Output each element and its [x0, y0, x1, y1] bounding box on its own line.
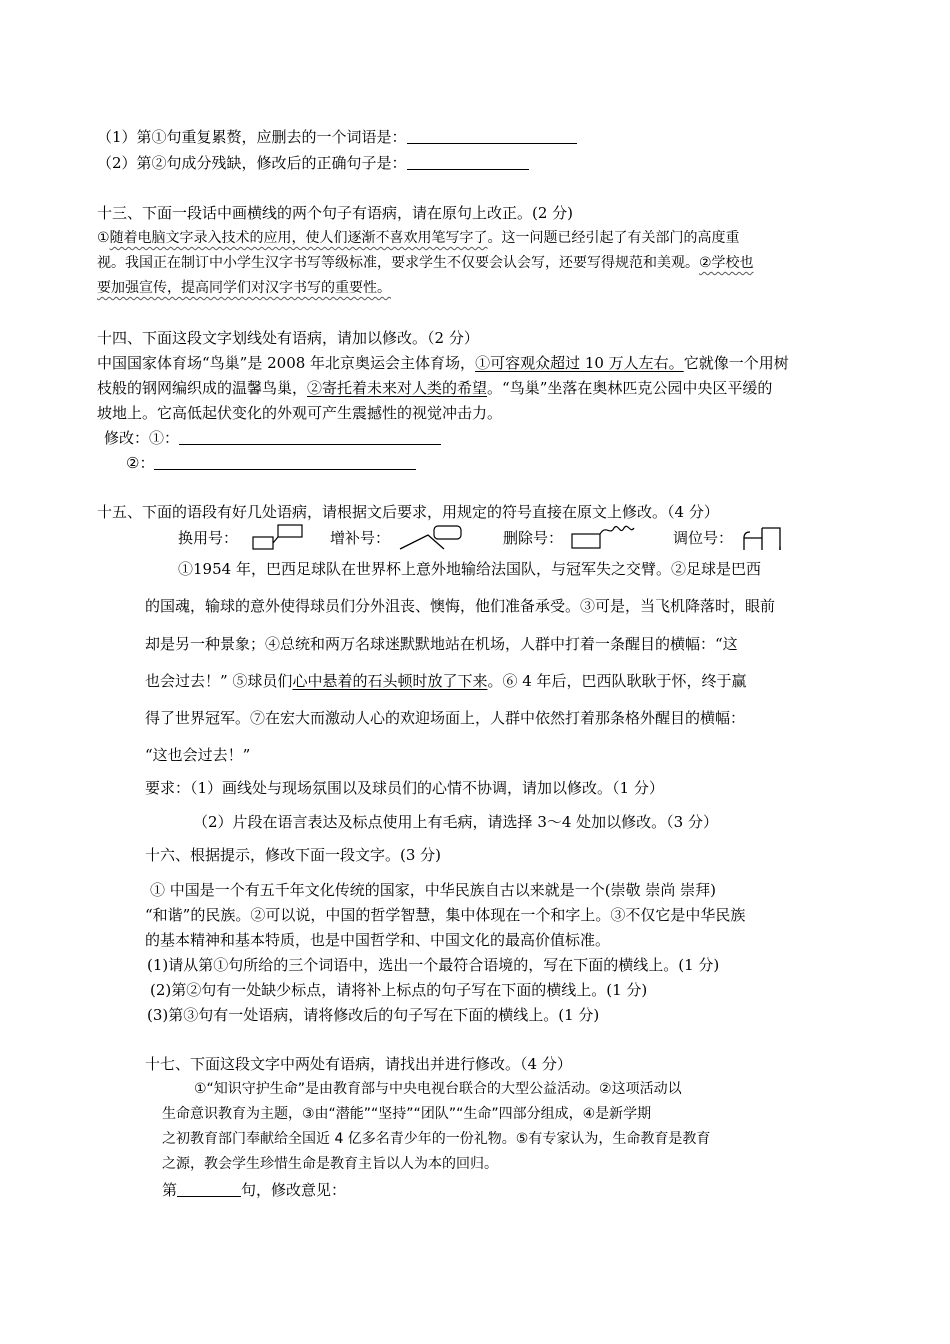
q17-line1: ①“知识守护生命”是由教育部与中央电视台联合的大型公益活动。②这项活动以: [194, 1081, 682, 1097]
answer-blank[interactable]: [177, 1180, 241, 1197]
q13-line3: [97, 278, 391, 298]
q15-title: 十五、下面的语段有好几处语病，请根据文后要求，用规定的符号直接在原文上修改。（4 分）: [97, 503, 719, 521]
transpose-mark-icon: [742, 524, 782, 552]
answer-blank[interactable]: [407, 153, 529, 170]
wavy-underlined-sentence: ②学校也: [699, 255, 754, 271]
q15-para-line6: “这也会过去！”: [145, 746, 251, 764]
delete-mark-icon: [570, 520, 636, 552]
answer-blank[interactable]: [179, 428, 441, 445]
q17-line4: 之源，教会学生珍惜生命是教育主旨以人为本的回归。: [162, 1156, 498, 1172]
symbol-label-insert: 增补号：: [330, 529, 391, 547]
q16-sub2: (2)第②句有一处缺少标点，请将补上标点的句子写在下面的横线上。(1 分): [150, 981, 648, 999]
q12-sub1: （1）第①句重复累赘，应删去的一个词语是：: [97, 127, 577, 147]
q14-fix1: 修改：①：: [104, 428, 441, 448]
q17-line3: 之初教育部门奉献给全国近 4 亿多名青少年的一份礼物。⑤有专家认为，生命教育是教育: [162, 1131, 711, 1147]
replace-mark-icon: [252, 522, 304, 552]
underlined-phrase: 心中悬着的石头顿时放了下来: [292, 672, 488, 690]
q16-line1: ① 中国是一个有五千年文化传统的国家，中华民族自古以来就是一个(崇敬 崇尚 崇拜): [150, 881, 717, 899]
q15-requirement2: （2）片段在语言表达及标点使用上有毛病，请选择 3～4 处加以修改。（3 分）: [193, 813, 718, 831]
symbol-label-transpose: 调位号：: [673, 529, 734, 547]
underlined-phrase: ②寄托着未来对人类的希望: [307, 379, 488, 397]
q13-line2: 视。我国正在制订中小学生汉字书写等级标准，要求学生不仅要会认会写，还要写得规范和美观。②学校也: [97, 255, 754, 271]
q12-sub2: （2）第②句成分残缺，修改后的正确句子是：: [97, 153, 529, 173]
q15-para-line3: 却是另一种景象；④总统和两万名球迷默默地站在机场，人群中打着一条醒目的横幅：“这: [145, 635, 738, 653]
symbol-label-replace: 换用号：: [178, 529, 239, 547]
q13-line1: ①随着电脑文字录入技术的应用，使人们逐渐不喜欢用笔写字了。这一问题已经引起了有关部门的高度重: [97, 230, 740, 246]
q14-line1: 中国国家体育场“鸟巢”是 2008 年北京奥运会主体育场，①可容观众超过 10 万人左右。它就像一个用树: [97, 354, 789, 372]
symbol-label-delete: 删除号：: [503, 529, 564, 547]
q15-para-line2: 的国魂，输球的意外使得球员们分外沮丧、懊悔，他们准备承受。③可是，当飞机降落时，眼前: [145, 597, 776, 615]
answer-blank[interactable]: [407, 127, 577, 144]
q15-requirement1: 要求：（1）画线处与现场氛围以及球员们的心情不协调，请加以修改。（1 分）: [145, 779, 664, 797]
wavy-underlined-sentence: 随着电脑文字录入技术的应用，使人们逐渐不喜欢用笔写字了: [109, 230, 488, 246]
q16-sub3: (3)第③句有一处语病，请将修改后的句子写在下面的横线上。(1 分): [147, 1006, 600, 1024]
q14-title: 十四、下面这段文字划线处有语病，请加以修改。（2 分）: [97, 329, 479, 347]
underlined-phrase: ①可容观众超过 10 万人左右。: [475, 354, 684, 372]
q16-title: 十六、根据提示，修改下面一段文字。(3 分): [145, 846, 442, 864]
q16-line3: 的基本精神和基本特质，也是中国哲学和、中国文化的最高价值标准。: [145, 931, 611, 949]
q17-title: 十七、下面这段文字中两处有语病，请找出并进行修改。（4 分）: [145, 1055, 572, 1073]
q16-sub1: (1)请从第①句所给的三个词语中，选出一个最符合语境的，写在下面的横线上。(1 分): [147, 956, 720, 974]
q17-line2: 生命意识教育为主题，③由“潜能”“坚持”“团队”“生命”四部分组成，④是新学期: [162, 1106, 652, 1122]
q13-title: 十三、下面一段话中画横线的两个句子有语病，请在原句上改正。(2 分): [97, 204, 574, 222]
wavy-underlined-sentence: 要加强宣传，提高同学们对汉字书写的重要性。: [97, 280, 391, 296]
q14-fix2: ②：: [126, 453, 416, 473]
q17-answer: 第 句，修改意见：: [162, 1181, 347, 1199]
answer-blank[interactable]: [154, 453, 416, 470]
q15-para-line5: 得了世界冠军。⑦在宏大而激动人心的欢迎场面上，人群中依然打着那条格外醒目的横幅：: [145, 709, 746, 727]
q14-line2: 枝般的钢网编织成的温馨鸟巢，②寄托着未来对人类的希望。“鸟巢”坐落在奥林匹克公园中央区平缓的: [97, 379, 773, 397]
q15-para-line1: ①1954 年，巴西足球队在世界杯上意外地输给法国队，与冠军失之交臂。②足球是巴西: [178, 560, 761, 578]
q14-line3: 坡地上。它高低起伏变化的外观可产生震撼性的视觉冲击力。: [97, 404, 503, 422]
q15-para-line4: 也会过去！” ⑤球员们心中悬着的石头顿时放了下来。⑥ 4 年后，巴西队耿耿于怀，终于赢: [145, 672, 747, 690]
insert-mark-icon: [398, 522, 464, 552]
q16-line2: “和谐”的民族。②可以说，中国的哲学智慧，集中体现在一个和字上。③不仅它是中华民族: [145, 906, 746, 924]
